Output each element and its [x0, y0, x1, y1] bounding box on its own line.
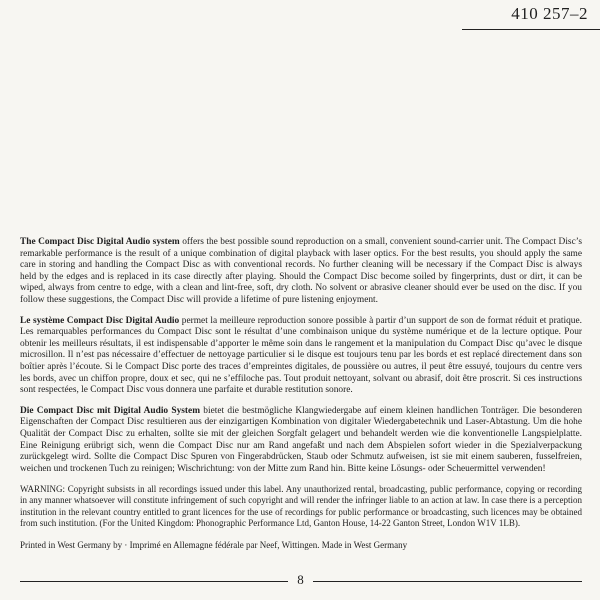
french-paragraph: [20, 316, 582, 397]
footer-rule-right: [313, 581, 582, 582]
english-lead: The Compact Disc Digital Audio system: [20, 237, 180, 247]
footer-rule-left: [20, 581, 288, 582]
booklet-text: [20, 237, 582, 561]
english-paragraph: [20, 237, 582, 307]
catalog-rule: [462, 29, 600, 30]
english-body: offers the best possible sound reproduction on a small, convenient sound-carrier unit. The Compact Disc’s remarkable performance is the result of a unique combination of digital playback with laser optics. For the best results, you should apply the same care in storing and handling the Compact Disc as with conventional records. No further cleaning will be necessary if the Compact Disc is always held by the edges and is replaced in its case directly after playing. Should the Compact Disc become soiled by fingerprints, dust or dirt, it can be wiped, always from centre to edge, with a clean and lint-free, soft, dry cloth. No solvent or abrasive cleaner should ever be used on the disc. If you follow these suggestions, the Compact Disc will provide a lifetime of pure listening enjoyment.: [20, 237, 582, 305]
page-footer: [20, 572, 582, 588]
catalog-number: 410 257–2: [511, 4, 588, 23]
french-body: permet la meilleure reproduction sonore possible à partir d’un support de son de format réduit et pratique. Les remarquables performances du Compact Disc sont le résultat d’une combinaison unique du système numérique et de la lecture optique. Pour obtenir les meilleurs résultats, il est indispensable d’apporter le même soin dans le rangement et la manipulation du Compact Disc qu’avec le disque microsillon. Il n’est pas nécessaire d’effectuer de nettoyage particulier si le disque est toujours tenu par les bords et est replacé directement dans son boîtier après l’écoute. Si le Compact Disc porte des traces d’empreintes digitales, de poussière ou autres, il peut être essuyé, toujours du centre vers les bords, avec un chiffon propre, doux et sec, qui ne s’effiloche pas. Tout produit nettoyant, solvant ou abrasif, doit être proscrit. Si ces instructions sont respectées, le Compact Disc vous donnera une parfaite et durable restitution sonore.: [20, 315, 582, 396]
german-lead: Die Compact Disc mit Digital Audio System: [20, 405, 201, 416]
german-body: bietet die bestmögliche Klangwiedergabe auf einem kleinen handlichen Tonträger. Die besonderen Eigenschaften der Compact Disc resultieren aus der einzigartigen Kombination von digitaler Wiedergabetechnik und Laser-Abtastung. Um die hohe Qualität der Compact Disc zu erhalten, sollte sie mit der gleichen Sorgfalt gelagert und behandelt werden wie die konventionelle Langspielplatte. Eine Reinigung erübrigt sich, wenn die Compact Disc nur am Rand angefaßt und nach dem Abspielen sofort wieder in die Spezialverpackung zurückgelegt wird. Sollte die Compact Disc Spuren von Fingerabdrücken, Staub oder Schmutz aufweisen, ist sie mit einem sauberen, fusselfreien, weichen und trockenen Tuch zu reinigen; Wischrichtung: von der Mitte zum Rand hin. Bitte keine Lösungs- oder Scheuermittel verwenden!: [20, 405, 583, 474]
copyright-warning: WARNING: Copyright subsists in all recordings issued under this label. Any unauthorized rental, broadcasting, public performance, copying or recording in any manner whatsoever will constitute infringement of such copyright and will render the infringer liable to an action at law. In case there is a perception institution in the relevant country entitled to grant licences for the use of recordings for public performance or broadcasting, such licences may be obtained from such institution. (For the United Kingdom: Phonographic Performance Ltd, Ganton House, 14-22 Ganton Street, London W1V 1LB).: [20, 484, 582, 528]
french-lead: Le système Compact Disc Digital Audio: [20, 315, 180, 326]
page-number: 8: [297, 572, 304, 587]
printed-note: Printed in West Germany by · Imprimé en Allemagne fédérale par Neef, Wittingen. Made in West Germany: [20, 540, 408, 551]
german-paragraph: [20, 406, 582, 476]
